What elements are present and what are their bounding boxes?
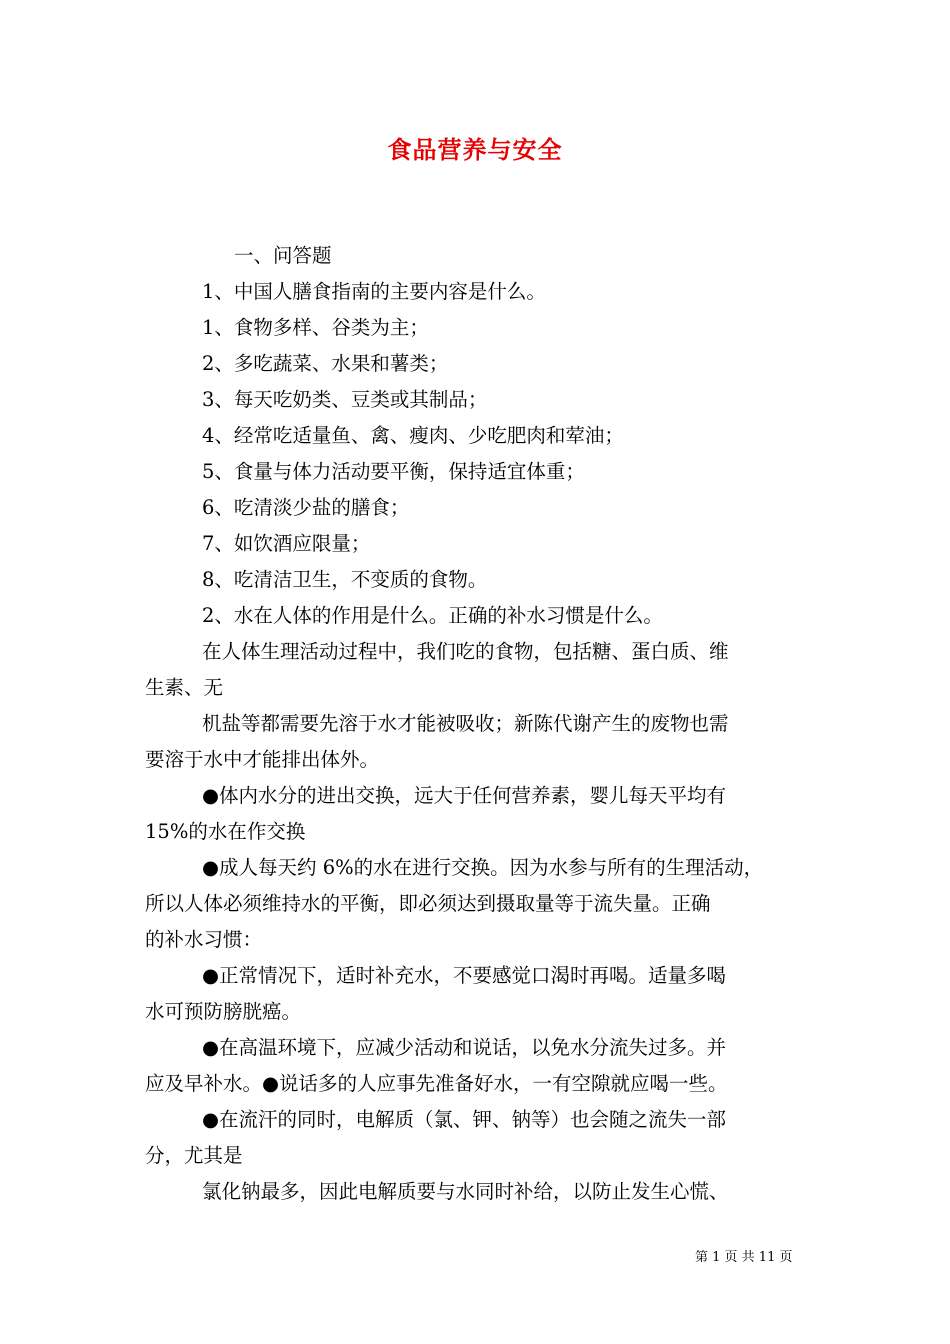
bullet-line: ●成人每天约 6%的水在进行交换。因为水参与所有的生理活动，: [202, 856, 764, 879]
bullet-line: ●体内水分的进出交换，远大于任何营养素，婴儿每天平均有: [202, 784, 727, 807]
section-heading: 一、问答题: [234, 244, 332, 267]
list-item: 7、如饮酒应限量；: [202, 532, 371, 555]
paragraph-line: 15%的水在作交换: [145, 820, 306, 843]
paragraph-line: 生素、无: [145, 676, 224, 699]
list-item: 1、食物多样、谷类为主；: [202, 316, 429, 339]
paragraph-line: 机盐等都需要先溶于水才能被吸收；新陈代谢产生的废物也需: [202, 712, 729, 735]
paragraph-line: 应及早补水。●说话多的人应事先准备好水，一有空隙就应喝一些。: [145, 1072, 728, 1095]
paragraph-line: 所以人体必须维持水的平衡，即必须达到摄取量等于流失量。正确: [145, 892, 711, 915]
list-item: 4、经常吃适量鱼、禽、瘦肉、少吃肥肉和荤油；: [202, 424, 624, 447]
bullet-line: ●正常情况下，适时补充水，不要感觉口渴时再喝。适量多喝: [202, 964, 727, 987]
list-item: 3、每天吃奶类、豆类或其制品；: [202, 388, 488, 411]
document-title: 食品营养与安全: [387, 135, 563, 164]
page-number: 第 1 页 共 11 页: [695, 1250, 793, 1265]
bullet-line: ●在流汗的同时，电解质（氯、钾、钠等）也会随之流失一部: [202, 1108, 727, 1131]
list-item: 8、吃清洁卫生，不变质的食物。: [202, 568, 488, 591]
paragraph-line: 的补水习惯：: [145, 928, 263, 951]
paragraph-line: 分，尤其是: [145, 1144, 243, 1167]
list-item: 5、食量与体力活动要平衡，保持适宜体重；: [202, 460, 585, 483]
paragraph-line: 水可预防膀胱癌。: [145, 1000, 302, 1023]
document-body: [145, 238, 810, 1210]
question-1: 1、中国人膳食指南的主要内容是什么。: [202, 280, 546, 303]
paragraph-line: 要溶于水中才能排出体外。: [145, 748, 380, 771]
paragraph-line: 在人体生理活动过程中，我们吃的食物，包括糖、蛋白质、维: [202, 640, 729, 663]
list-item: 2、多吃蔬菜、水果和薯类；: [202, 352, 449, 375]
bullet-line: ●在高温环境下，应减少活动和说话，以免水分流失过多。并: [202, 1036, 727, 1059]
paragraph-line: 氯化钠最多，因此电解质要与水同时补给，以防止发生心慌、: [202, 1180, 729, 1203]
question-2: 2、水在人体的作用是什么。正确的补水习惯是什么。: [202, 604, 663, 627]
list-item: 6、吃清淡少盐的膳食；: [202, 496, 410, 519]
